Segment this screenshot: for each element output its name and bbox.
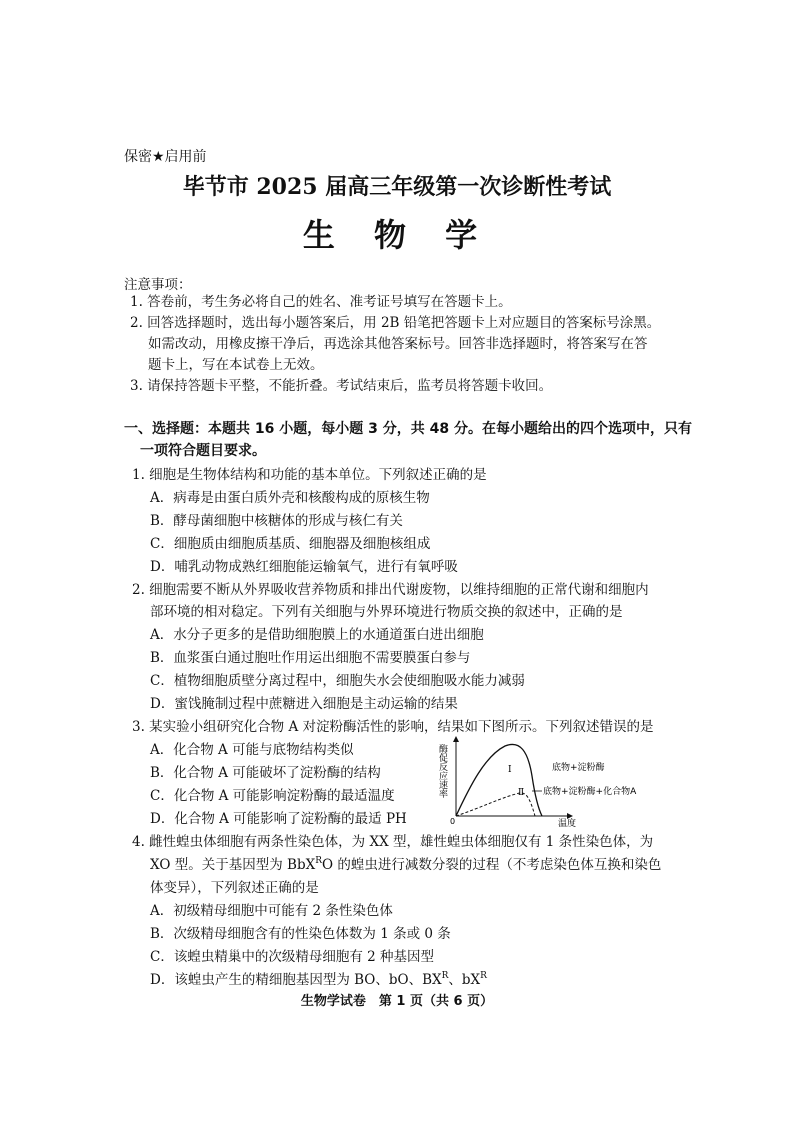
question-4-option-a: A．初级精母细胞中可能有 2 条性染色体 — [150, 903, 393, 919]
question-4-stem-cont2: 体变异），下列叙述正确的是 — [150, 880, 319, 896]
curve-1 — [456, 744, 542, 816]
question-2-option-d: D．蜜饯腌制过程中蔗糖进入细胞是主动运输的结果 — [150, 696, 458, 712]
q4-stem2-pre: XO 型。关于基因型为 BbX — [150, 857, 316, 873]
curve-1-label: 底物+淀粉酶 — [552, 763, 605, 773]
question-4-stem-cont — [150, 853, 661, 873]
section-heading-cont: 一项符合题目要求。 — [140, 443, 266, 459]
question-1-option-c: C．细胞质由细胞质基质、细胞器及细胞核组成 — [150, 536, 431, 552]
question-2-stem-cont: 部环境的相对稳定。下列有关细胞与外界环境进行物质交换的叙述中，正确的是 — [150, 604, 623, 620]
q4-d-mid: 、bX — [448, 972, 481, 988]
q4-d-pre: D．该蝗虫产生的精细胞基因型为 BO、bO、BX — [150, 972, 442, 988]
notice-item-1: 1. 答卷前，考生务必将自己的姓名、准考证号填写在答题卡上。 — [130, 294, 512, 310]
curve-2-mark: Ⅱ — [518, 788, 525, 798]
question-4-option-c: C．该蝗虫精巢中的次级精母细胞有 2 种基因型 — [150, 949, 435, 965]
x-axis-label: 温度 — [558, 819, 577, 829]
q4-d-sup1: R — [441, 971, 449, 981]
question-1-option-a: A．病毒是由蛋白质外壳和核酸构成的原核生物 — [150, 490, 430, 506]
page-footer: 生物学试卷 第 1 页（共 6 页） — [300, 994, 494, 1009]
question-3-option-a: A．化合物 A 可能与底物结构类似 — [150, 742, 354, 758]
question-3-option-b: B．化合物 A 可能破坏了淀粉酶的结构 — [150, 765, 381, 781]
origin-label: 0 — [450, 817, 456, 826]
enzyme-activity-graph — [437, 736, 676, 829]
q4-stem2-post: O 的蝗虫进行减数分裂的过程（不考虑染色体互换和染色 — [321, 857, 662, 873]
question-2-stem: 2. 细胞需要不断从外界吸收营养物质和排出代谢废物，以维持细胞的正常代谢和细胞内 — [132, 582, 649, 598]
question-4-stem: 4. 雌性蝗虫体细胞有两条性染色体，为 XX 型，雄性蝗虫体细胞仅有 1 条性染色体，为 — [132, 834, 654, 850]
notice-item-2-cont: 如需改动，用橡皮擦干净后，再选涂其他答案标号。回答非选择题时，将答案写在答 — [148, 336, 648, 352]
question-3-stem: 3. 某实验小组研究化合物 A 对淀粉酶活性的影响，结果如下图所示。下列叙述错误的是 — [132, 719, 654, 735]
question-1-option-b: B．酵母菌细胞中核糖体的形成与核仁有关 — [150, 513, 403, 529]
exam-title: 毕节市 2025 届高三年级第一次诊断性考试 — [182, 174, 612, 200]
y-axis-arrow — [453, 736, 459, 742]
question-3-option-d: D．化合物 A 可能影响了淀粉酶的最适 PH — [150, 811, 407, 827]
question-4-option-b: B．次级精母细胞含有的性染色体数为 1 条或 0 条 — [150, 926, 451, 942]
notice-item-2-cont2: 题卡上，写在本试卷上无效。 — [148, 357, 324, 373]
question-2-option-b: B．血浆蛋白通过胞吐作用运出细胞不需要膜蛋白参与 — [150, 650, 471, 666]
confidential-label: 保密★启用前 — [124, 149, 207, 165]
notice-heading: 注意事项： — [124, 277, 192, 293]
section-heading: 一、选择题：本题共 16 小题，每小题 3 分，共 48 分。在每小题给出的四个选项中，只有 — [124, 421, 692, 437]
q4-stem2-sup: R — [315, 856, 322, 866]
curve-2-label: 底物+淀粉酶+化合物A — [543, 787, 637, 797]
y-axis-label: 酶促反应速率 — [437, 744, 447, 798]
question-2-option-c: C．植物细胞质壁分离过程中，细胞失水会使细胞吸水能力减弱 — [150, 673, 525, 689]
question-3-option-c: C．化合物 A 可能影响淀粉酶的最适温度 — [150, 788, 395, 804]
q4-d-sup2: R — [480, 971, 487, 981]
question-1-stem: 1. 细胞是生物体结构和功能的基本单位。下列叙述正确的是 — [132, 467, 487, 483]
subject-title: 生 物 学 — [302, 216, 492, 254]
question-2-option-a: A．水分子更多的是借助细胞膜上的水通道蛋白进出细胞 — [150, 627, 484, 643]
notice-item-2: 2. 回答选择题时，选出每小题答案后，用 2B 铅笔把答题卡上对应题目的答案标号涂黑。 — [130, 315, 661, 331]
curve-1-mark: Ⅰ — [508, 765, 512, 775]
question-1-option-d: D．哺乳动物成熟红细胞能运输氧气，进行有氧呼吸 — [150, 559, 458, 575]
notice-item-3: 3. 请保持答题卡平整，不能折叠。考试结束后，监考员将答题卡收回。 — [130, 378, 553, 394]
question-4-option-d — [150, 968, 487, 988]
